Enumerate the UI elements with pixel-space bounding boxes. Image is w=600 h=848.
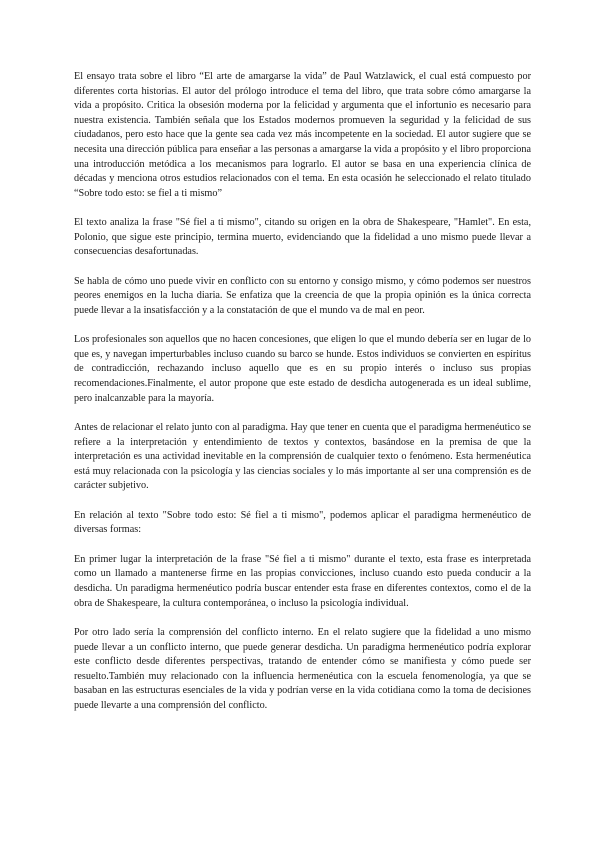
document-page (74, 70, 531, 728)
paragraph-paradigm: Antes de relacionar el relato junto con al paradigma. Hay que tener en cuenta que el paradigma hermenéutico se refiere a la interpretación y entendimiento de textos y contextos, basándose en la premisa de que la interpretación es una actividad inevitable en la comprensión de cualquier texto o fenómeno. Esta hermenéutica está muy relacionada con la psicología y las ciencias sociales y lo más importante al ser una comprensión es de carácter subjetivo. (74, 422, 531, 492)
paragraph-conflict: Se habla de cómo uno puede vivir en conflicto con su entorno y consigo mismo, y cómo podemos ser nuestros peores enemigos en la lucha diaria. Se enfatiza que la creencia de que la propia opinión es la única correcta puede llevar a la insatisfacción y a la constatación de que el mundo va de mal en peor. (74, 275, 531, 316)
paragraph-intro: El ensayo trata sobre el libro “El arte de amargarse la vida” de Paul Watzlawick, el cual está compuesto por diferentes corta historias. El autor del prólogo introduce el tema del libro, que trata sobre cómo amargarse la vida a propósito. Critica la obsesión moderna por la felicidad y argumenta que el infortunio es necesario para nuestra existencia. También señala que los Estados modernos promueven la seguridad y la felicidad de sus ciudadanos, pero esto hace que la gente sea cada vez más incompetente en la sociedad. El autor sugiere que se necesita una dirección pública para enseñar a las personas a amargarse la vida a propósito y el libro proporciona una introducción metódica a los mecanismos para lograrlo. El autor se basa en una experiencia clínica de décadas y menciona otros estudios relacionados con el tema. En esta ocasión he seleccionado el relato titulado “Sobre todo esto: se fiel a ti mismo” (74, 71, 531, 199)
paragraph-professionals: Los profesionales son aquellos que no hacen concesiones, que eligen lo que el mundo debería ser en lugar de lo que es, y navegan imperturbables incluso cuando su barco se hunde. Estos individuos se convierten en espíritus de contradicción, rechazando incluso aquello que es en su propio interés o incluso sus propias recomendaciones.Finalmente, el autor propone que este estado de desdicha autogenerada es un ideal sublime, pero inalcanzable para la mayoría. (74, 334, 531, 404)
paragraph-relation: En relación al texto "Sobre todo esto: Sé fiel a ti mismo", podemos aplicar el paradigma hermenéutico de diversas formas: (74, 509, 531, 536)
paragraph-hamlet: El texto analiza la frase "Sé fiel a ti mismo", citando su origen en la obra de Shakespeare, "Hamlet". En esta, Polonio, que sigue este principio, termina muerto, evidenciando que la fidelidad a uno mismo puede llevar a consecuencias desafortunadas. (74, 217, 531, 258)
paragraph-internal-conflict: Por otro lado sería la comprensión del conflicto interno. En el relato sugiere que la fidelidad a uno mismo puede llevar a un conflicto interno, que puede generar desdicha. Un paradigma hermenéutico podría explorar este conflicto desde diferentes perspectivas, tratando de entender cómo se manifiesta y cómo puede ser resuelto.También muy relacionado con la influencia hermenéutica con la escuela fenomenología, ya que se basaban en las estructuras esenciales de la vida y podrían verse en la vida cotidiana como la toma de decisiones puede llevarte a una comprensión del conflicto. (74, 626, 531, 711)
paragraph-interpretation: En primer lugar la interpretación de la frase "Sé fiel a ti mismo" durante el texto, esta frase es interpretada como un llamado a mantenerse firme en las propias convicciones, incluso cuando esto pueda conducir a la desdicha. Un paradigma hermenéutico podría buscar entender esta frase en diferentes contextos, como el de la obra de Shakespeare, la cultura contemporánea, o incluso la psicología individual. (74, 553, 531, 609)
